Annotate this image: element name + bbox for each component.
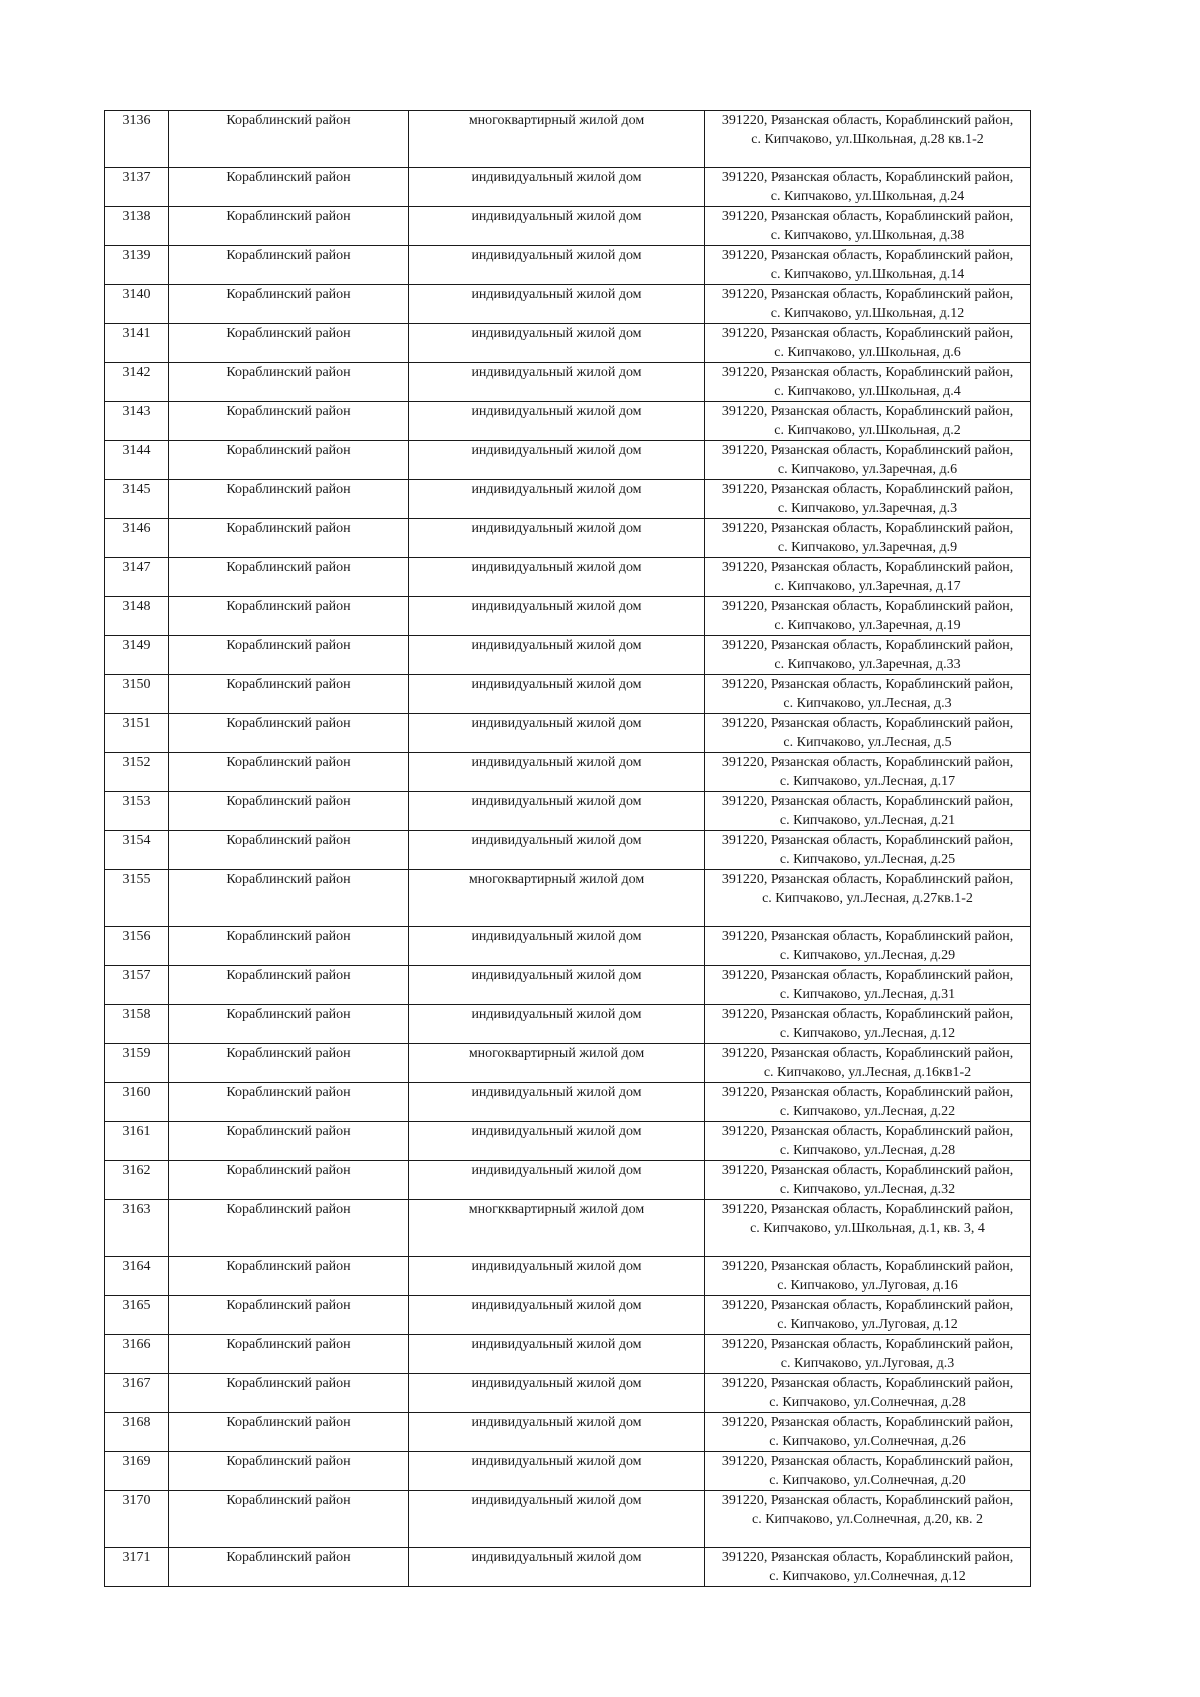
address-cell (705, 441, 1031, 480)
table-row (105, 675, 1031, 714)
address-line-region: 391220, Рязанская область, Кораблинский район, (721, 929, 1014, 944)
table-row (105, 1257, 1031, 1296)
address-line-region: 391220, Рязанская область, Кораблинский район, (721, 482, 1014, 497)
building-type-cell: индивидуальный жилой дом (409, 324, 705, 363)
address-cell (705, 753, 1031, 792)
table-row (105, 1005, 1031, 1044)
address-cell (705, 285, 1031, 324)
address-line-region: 391220, Рязанская область, Кораблинский район, (721, 1415, 1014, 1430)
district-cell: Кораблинский район (169, 558, 409, 597)
address-line-region: 391220, Рязанская область, Кораблинский район, (721, 1202, 1014, 1217)
address-cell (705, 558, 1031, 597)
district-cell: Кораблинский район (169, 207, 409, 246)
address-cell (705, 1491, 1031, 1548)
district-cell: Кораблинский район (169, 597, 409, 636)
building-type-cell: индивидуальный жилой дом (409, 207, 705, 246)
address-line-street: с. Кипчаково, ул.Школьная, д.28 кв.1-2 (751, 132, 984, 147)
building-type-cell: индивидуальный жилой дом (409, 1548, 705, 1587)
row-number-cell: 3169 (105, 1452, 169, 1491)
registry-table-body (105, 111, 1031, 1587)
address-line-region: 391220, Рязанская область, Кораблинский район, (721, 638, 1014, 653)
building-type-cell: индивидуальный жилой дом (409, 285, 705, 324)
address-cell (705, 870, 1031, 927)
table-row (105, 558, 1031, 597)
district-cell: Кораблинский район (169, 285, 409, 324)
row-number-cell: 3149 (105, 636, 169, 675)
table-row (105, 519, 1031, 558)
row-number-cell: 3168 (105, 1413, 169, 1452)
building-type-cell: индивидуальный жилой дом (409, 1452, 705, 1491)
building-type-cell: индивидуальный жилой дом (409, 168, 705, 207)
address-line-street: с. Кипчаково, ул.Солнечная, д.28 (769, 1395, 966, 1410)
table-row (105, 636, 1031, 675)
address-line-street: с. Кипчаково, ул.Заречная, д.6 (777, 462, 958, 477)
address-line-street: с. Кипчаково, ул.Лесная, д.16кв1-2 (763, 1065, 972, 1080)
building-type-cell: индивидуальный жилой дом (409, 1257, 705, 1296)
row-number-cell: 3155 (105, 870, 169, 927)
address-cell (705, 1200, 1031, 1257)
table-row (105, 753, 1031, 792)
table-row (105, 792, 1031, 831)
table-row (105, 966, 1031, 1005)
building-type-cell: индивидуальный жилой дом (409, 1083, 705, 1122)
address-line-street: с. Кипчаково, ул.Лесная, д.28 (779, 1143, 956, 1158)
address-cell (705, 714, 1031, 753)
district-cell: Кораблинский район (169, 1200, 409, 1257)
row-number-cell: 3136 (105, 111, 169, 168)
table-row (105, 831, 1031, 870)
address-line-region: 391220, Рязанская область, Кораблинский район, (721, 1550, 1014, 1565)
row-number-cell: 3140 (105, 285, 169, 324)
address-line-region: 391220, Рязанская область, Кораблинский район, (721, 443, 1014, 458)
building-type-cell: индивидуальный жилой дом (409, 246, 705, 285)
table-row (105, 168, 1031, 207)
table-row (105, 870, 1031, 927)
address-line-street: с. Кипчаково, ул.Заречная, д.9 (777, 540, 958, 555)
table-row (105, 111, 1031, 168)
table-row (105, 1374, 1031, 1413)
district-cell: Кораблинский район (169, 870, 409, 927)
address-line-street: с. Кипчаково, ул.Луговая, д.12 (777, 1317, 958, 1332)
district-cell: Кораблинский район (169, 636, 409, 675)
row-number-cell: 3137 (105, 168, 169, 207)
table-row (105, 1296, 1031, 1335)
address-line-region: 391220, Рязанская область, Кораблинский район, (721, 1007, 1014, 1022)
table-row (105, 714, 1031, 753)
row-number-cell: 3159 (105, 1044, 169, 1083)
address-line-region: 391220, Рязанская область, Кораблинский район, (721, 404, 1014, 419)
address-line-street: с. Кипчаково, ул.Школьная, д.6 (774, 345, 961, 360)
district-cell: Кораблинский район (169, 1452, 409, 1491)
address-line-region: 391220, Рязанская область, Кораблинский район, (721, 113, 1014, 128)
address-cell (705, 1005, 1031, 1044)
address-line-street: с. Кипчаково, ул.Заречная, д.17 (774, 579, 961, 594)
table-row (105, 1452, 1031, 1491)
row-number-cell: 3138 (105, 207, 169, 246)
row-number-cell: 3163 (105, 1200, 169, 1257)
table-row (105, 597, 1031, 636)
address-line-region: 391220, Рязанская область, Кораблинский район, (721, 1046, 1014, 1061)
address-line-region: 391220, Рязанская область, Кораблинский район, (721, 599, 1014, 614)
district-cell: Кораблинский район (169, 1083, 409, 1122)
row-number-cell: 3165 (105, 1296, 169, 1335)
address-line-street: с. Кипчаково, ул.Луговая, д.16 (777, 1278, 958, 1293)
table-row (105, 480, 1031, 519)
row-number-cell: 3139 (105, 246, 169, 285)
address-cell (705, 402, 1031, 441)
address-line-street: с. Кипчаково, ул.Лесная, д.32 (779, 1182, 956, 1197)
address-line-region: 391220, Рязанская область, Кораблинский район, (721, 1259, 1014, 1274)
row-number-cell: 3157 (105, 966, 169, 1005)
address-line-street: с. Кипчаково, ул.Лесная, д.27кв.1-2 (762, 891, 973, 906)
address-line-street: с. Кипчаково, ул.Лесная, д.21 (779, 813, 956, 828)
address-line-street: с. Кипчаково, ул.Солнечная, д.20 (769, 1473, 966, 1488)
building-type-cell: индивидуальный жилой дом (409, 966, 705, 1005)
table-row (105, 1491, 1031, 1548)
building-type-cell: индивидуальный жилой дом (409, 402, 705, 441)
building-type-cell: индивидуальный жилой дом (409, 1122, 705, 1161)
address-line-street: с. Кипчаково, ул.Лесная, д.5 (783, 735, 952, 750)
address-line-street: с. Кипчаково, ул.Школьная, д.38 (770, 228, 965, 243)
row-number-cell: 3148 (105, 597, 169, 636)
address-line-region: 391220, Рязанская область, Кораблинский район, (721, 677, 1014, 692)
building-type-cell: индивидуальный жилой дом (409, 1161, 705, 1200)
table-row (105, 1413, 1031, 1452)
address-line-region: 391220, Рязанская область, Кораблинский район, (721, 716, 1014, 731)
address-cell (705, 363, 1031, 402)
district-cell: Кораблинский район (169, 1161, 409, 1200)
district-cell: Кораблинский район (169, 111, 409, 168)
address-cell (705, 519, 1031, 558)
address-line-street: с. Кипчаково, ул.Солнечная, д.12 (769, 1569, 966, 1584)
district-cell: Кораблинский район (169, 675, 409, 714)
address-line-street: с. Кипчаково, ул.Заречная, д.19 (774, 618, 961, 633)
row-number-cell: 3150 (105, 675, 169, 714)
row-number-cell: 3152 (105, 753, 169, 792)
table-row (105, 324, 1031, 363)
district-cell: Кораблинский район (169, 246, 409, 285)
district-cell: Кораблинский район (169, 324, 409, 363)
address-cell (705, 927, 1031, 966)
row-number-cell: 3171 (105, 1548, 169, 1587)
address-line-region: 391220, Рязанская область, Кораблинский район, (721, 968, 1014, 983)
district-cell: Кораблинский район (169, 831, 409, 870)
district-cell: Кораблинский район (169, 966, 409, 1005)
row-number-cell: 3153 (105, 792, 169, 831)
building-type-cell: индивидуальный жилой дом (409, 927, 705, 966)
building-type-cell: многоквартирный жилой дом (409, 1044, 705, 1083)
address-line-region: 391220, Рязанская область, Кораблинский район, (721, 1163, 1014, 1178)
row-number-cell: 3160 (105, 1083, 169, 1122)
address-cell (705, 480, 1031, 519)
row-number-cell: 3167 (105, 1374, 169, 1413)
address-line-region: 391220, Рязанская область, Кораблинский район, (721, 365, 1014, 380)
district-cell: Кораблинский район (169, 1335, 409, 1374)
table-row (105, 1122, 1031, 1161)
table-row (105, 441, 1031, 480)
address-cell (705, 1161, 1031, 1200)
address-cell (705, 1452, 1031, 1491)
address-cell (705, 636, 1031, 675)
table-row (105, 1083, 1031, 1122)
address-line-region: 391220, Рязанская область, Кораблинский район, (721, 560, 1014, 575)
address-cell (705, 207, 1031, 246)
address-line-region: 391220, Рязанская область, Кораблинский район, (721, 794, 1014, 809)
address-cell (705, 831, 1031, 870)
address-line-street: с. Кипчаково, ул.Лесная, д.29 (779, 948, 956, 963)
address-line-street: с. Кипчаково, ул.Лесная, д.25 (779, 852, 956, 867)
building-type-cell: индивидуальный жилой дом (409, 1413, 705, 1452)
row-number-cell: 3164 (105, 1257, 169, 1296)
row-number-cell: 3166 (105, 1335, 169, 1374)
district-cell: Кораблинский район (169, 1491, 409, 1548)
row-number-cell: 3142 (105, 363, 169, 402)
table-row (105, 246, 1031, 285)
address-line-region: 391220, Рязанская область, Кораблинский район, (721, 170, 1014, 185)
building-type-cell: индивидуальный жилой дом (409, 441, 705, 480)
district-cell: Кораблинский район (169, 1122, 409, 1161)
address-cell (705, 1413, 1031, 1452)
address-line-street: с. Кипчаково, ул.Школьная, д.2 (774, 423, 961, 438)
address-line-region: 391220, Рязанская область, Кораблинский район, (721, 1085, 1014, 1100)
address-cell (705, 1044, 1031, 1083)
row-number-cell: 3154 (105, 831, 169, 870)
building-type-cell: индивидуальный жилой дом (409, 1335, 705, 1374)
district-cell: Кораблинский район (169, 1257, 409, 1296)
row-number-cell: 3156 (105, 927, 169, 966)
address-line-region: 391220, Рязанская область, Кораблинский район, (721, 1454, 1014, 1469)
address-cell (705, 1548, 1031, 1587)
table-row (105, 927, 1031, 966)
address-cell (705, 1122, 1031, 1161)
address-line-region: 391220, Рязанская область, Кораблинский район, (721, 1124, 1014, 1139)
district-cell: Кораблинский район (169, 168, 409, 207)
building-type-cell: индивидуальный жилой дом (409, 1491, 705, 1548)
row-number-cell: 3161 (105, 1122, 169, 1161)
district-cell: Кораблинский район (169, 1005, 409, 1044)
address-line-street: с. Кипчаково, ул.Заречная, д.33 (774, 657, 961, 672)
address-line-street: с. Кипчаково, ул.Лесная, д.3 (783, 696, 952, 711)
district-cell: Кораблинский район (169, 927, 409, 966)
row-number-cell: 3143 (105, 402, 169, 441)
table-row (105, 1200, 1031, 1257)
building-type-cell: индивидуальный жилой дом (409, 558, 705, 597)
table-row (105, 285, 1031, 324)
district-cell: Кораблинский район (169, 1296, 409, 1335)
address-line-region: 391220, Рязанская область, Кораблинский район, (721, 1493, 1014, 1508)
district-cell: Кораблинский район (169, 1374, 409, 1413)
district-cell: Кораблинский район (169, 480, 409, 519)
address-cell (705, 792, 1031, 831)
building-type-cell: многкквартирный жилой дом (409, 1200, 705, 1257)
address-cell (705, 1335, 1031, 1374)
address-line-street: с. Кипчаково, ул.Лесная, д.12 (779, 1026, 956, 1041)
district-cell: Кораблинский район (169, 1548, 409, 1587)
building-type-cell: индивидуальный жилой дом (409, 363, 705, 402)
address-line-region: 391220, Рязанская область, Кораблинский район, (721, 1298, 1014, 1313)
address-cell (705, 1083, 1031, 1122)
building-type-cell: индивидуальный жилой дом (409, 519, 705, 558)
address-cell (705, 675, 1031, 714)
building-type-cell: индивидуальный жилой дом (409, 597, 705, 636)
district-cell: Кораблинский район (169, 519, 409, 558)
row-number-cell: 3162 (105, 1161, 169, 1200)
row-number-cell: 3145 (105, 480, 169, 519)
address-line-region: 391220, Рязанская область, Кораблинский район, (721, 872, 1014, 887)
registry-table (104, 110, 1031, 1587)
building-type-cell: индивидуальный жилой дом (409, 792, 705, 831)
address-cell (705, 324, 1031, 363)
address-line-street: с. Кипчаково, ул.Солнечная, д.26 (769, 1434, 966, 1449)
address-line-street: с. Кипчаково, ул.Заречная, д.3 (777, 501, 958, 516)
address-line-region: 391220, Рязанская область, Кораблинский район, (721, 755, 1014, 770)
address-cell (705, 1296, 1031, 1335)
row-number-cell: 3141 (105, 324, 169, 363)
address-line-street: с. Кипчаково, ул.Школьная, д.14 (770, 267, 965, 282)
address-line-region: 391220, Рязанская область, Кораблинский район, (721, 521, 1014, 536)
building-type-cell: индивидуальный жилой дом (409, 636, 705, 675)
district-cell: Кораблинский район (169, 792, 409, 831)
address-line-street: с. Кипчаково, ул.Лесная, д.22 (779, 1104, 956, 1119)
address-line-region: 391220, Рязанская область, Кораблинский район, (721, 287, 1014, 302)
district-cell: Кораблинский район (169, 753, 409, 792)
address-line-region: 391220, Рязанская область, Кораблинский район, (721, 1337, 1014, 1352)
row-number-cell: 3144 (105, 441, 169, 480)
address-line-street: с. Кипчаково, ул.Луговая, д.3 (780, 1356, 955, 1371)
district-cell: Кораблинский район (169, 1413, 409, 1452)
address-cell (705, 1257, 1031, 1296)
building-type-cell: индивидуальный жилой дом (409, 1374, 705, 1413)
building-type-cell: многоквартирный жилой дом (409, 870, 705, 927)
table-row (105, 402, 1031, 441)
district-cell: Кораблинский район (169, 1044, 409, 1083)
address-line-street: с. Кипчаково, ул.Школьная, д.1, кв. 3, 4 (750, 1221, 985, 1236)
building-type-cell: индивидуальный жилой дом (409, 480, 705, 519)
district-cell: Кораблинский район (169, 363, 409, 402)
table-row (105, 1161, 1031, 1200)
address-line-street: с. Кипчаково, ул.Школьная, д.4 (774, 384, 961, 399)
row-number-cell: 3151 (105, 714, 169, 753)
address-line-region: 391220, Рязанская область, Кораблинский район, (721, 209, 1014, 224)
address-cell (705, 168, 1031, 207)
table-row (105, 1548, 1031, 1587)
address-line-region: 391220, Рязанская область, Кораблинский район, (721, 1376, 1014, 1391)
address-line-street: с. Кипчаково, ул.Школьная, д.24 (770, 189, 965, 204)
address-line-region: 391220, Рязанская область, Кораблинский район, (721, 248, 1014, 263)
address-cell (705, 111, 1031, 168)
row-number-cell: 3158 (105, 1005, 169, 1044)
address-cell (705, 246, 1031, 285)
building-type-cell: индивидуальный жилой дом (409, 675, 705, 714)
district-cell: Кораблинский район (169, 714, 409, 753)
building-type-cell: индивидуальный жилой дом (409, 714, 705, 753)
address-cell (705, 1374, 1031, 1413)
building-type-cell: индивидуальный жилой дом (409, 831, 705, 870)
building-type-cell: индивидуальный жилой дом (409, 753, 705, 792)
table-row (105, 1044, 1031, 1083)
address-line-street: с. Кипчаково, ул.Солнечная, д.20, кв. 2 (752, 1512, 983, 1527)
district-cell: Кораблинский район (169, 441, 409, 480)
address-line-street: с. Кипчаково, ул.Лесная, д.17 (779, 774, 956, 789)
table-row (105, 363, 1031, 402)
table-row (105, 1335, 1031, 1374)
table-row (105, 207, 1031, 246)
address-line-street: с. Кипчаково, ул.Школьная, д.12 (770, 306, 965, 321)
building-type-cell: многоквартирный жилой дом (409, 111, 705, 168)
building-type-cell: индивидуальный жилой дом (409, 1296, 705, 1335)
address-line-region: 391220, Рязанская область, Кораблинский район, (721, 833, 1014, 848)
address-cell (705, 966, 1031, 1005)
address-line-street: с. Кипчаково, ул.Лесная, д.31 (779, 987, 956, 1002)
row-number-cell: 3170 (105, 1491, 169, 1548)
building-type-cell: индивидуальный жилой дом (409, 1005, 705, 1044)
row-number-cell: 3147 (105, 558, 169, 597)
address-line-region: 391220, Рязанская область, Кораблинский район, (721, 326, 1014, 341)
district-cell: Кораблинский район (169, 402, 409, 441)
row-number-cell: 3146 (105, 519, 169, 558)
address-cell (705, 597, 1031, 636)
